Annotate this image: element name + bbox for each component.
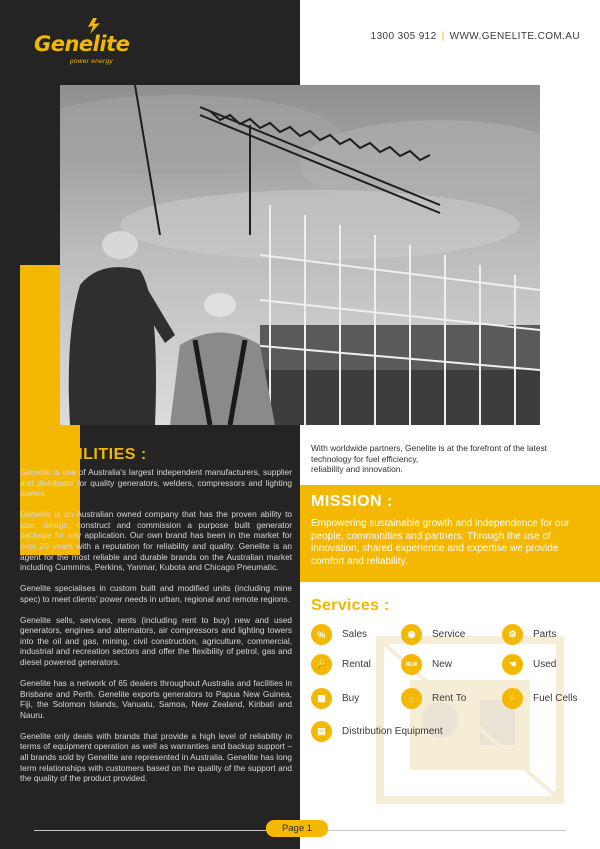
- parts-gear-icon: ⚙: [502, 624, 523, 645]
- capabilities-heading: CAPABILITIES :: [20, 446, 147, 463]
- service-new[interactable]: [401, 654, 452, 675]
- service-eye-icon: ◉: [401, 624, 422, 645]
- service-buy[interactable]: [311, 688, 359, 709]
- capabilities-paragraph: Genelite only deals with brands that provide a high level of reliability in terms of equipment operation as well as warranties and backup support – all brands sold by Genelite are represented in Australia. Genelite has long term relationships with customers based on the quality of the support and the quality of the product provided.: [20, 730, 292, 784]
- service-rental[interactable]: [311, 654, 371, 675]
- service-label: Parts: [533, 629, 557, 640]
- phone-number[interactable]: 1300 305 912: [370, 31, 437, 42]
- website-link[interactable]: WWW.GENELITE.COM.AU: [449, 31, 580, 42]
- service-label: Fuel Cells: [533, 693, 578, 704]
- page-number-badge: Page 1: [266, 820, 328, 837]
- service-rent-to[interactable]: [401, 688, 466, 709]
- service-label: Sales: [342, 629, 368, 640]
- service-parts[interactable]: [502, 624, 556, 645]
- capabilities-paragraph: Genelite is one of Australia's largest independent manufacturers, supplier and distributor for quality generators, welders, compressors and lighting towers.: [20, 467, 292, 499]
- new-badge-icon: NEW: [401, 654, 422, 675]
- header-separator: |: [441, 31, 445, 42]
- genelite-logo[interactable]: [32, 18, 150, 68]
- services-heading: Services :: [311, 597, 390, 614]
- service-distribution-equipment[interactable]: [311, 721, 443, 742]
- service-label: Rental: [342, 659, 371, 670]
- logo-tagline: power energy: [70, 58, 113, 65]
- fuel-cells-bolt-icon: ⚡: [502, 688, 523, 709]
- capabilities-paragraph: Genelite has a network of 65 dealers throughout Australia and facilities in Brisbane and Perth. Genelite exports generators to Papua New Guinea, Fiji, the Solomon Islands, Vanuatu, Samoa, New Zealand, Kiribati and Nauru.: [20, 678, 292, 720]
- partners-text: [311, 443, 587, 475]
- partners-line: reliability and innovation.: [311, 464, 403, 475]
- distribution-equipment-icon: ▤: [311, 721, 332, 742]
- buy-screen-icon: ▦: [311, 688, 332, 709]
- capabilities-paragraph: Genelite sells, services, rents (including rent to buy) new and used generators, engines and alternators, air compressors and lighting towers into the oil and gas, mining, civil construction, agriculture, commercial, industrial and recreation sectors and offer the flexibility of petrol, gas and diesel powered generators.: [20, 614, 292, 668]
- sales-percent-icon: %: [311, 624, 332, 645]
- logo-wordmark: Genelite: [34, 32, 130, 56]
- capabilities-paragraph: Genelite specialises in custom built and modified units (including mine spec) to meet clients' power needs in urban, regional and remote regions.: [20, 583, 292, 604]
- mission-box: [300, 485, 600, 582]
- service-label: Used: [533, 659, 557, 670]
- service-label: Buy: [342, 693, 360, 704]
- service-sales[interactable]: [311, 624, 367, 645]
- header-contact: [371, 31, 580, 42]
- mission-text: Empowering sustainable growth and independence for our people, communities and partners. Through the use of innovation, shared experience and expertise we provide comfort and reliability.: [311, 518, 570, 567]
- used-hand-icon: ☚: [502, 654, 523, 675]
- service-label: Distribution Equipment: [342, 726, 443, 737]
- rent-to-house-icon: ⌂: [401, 688, 422, 709]
- service-fuel-cells[interactable]: [502, 688, 577, 709]
- capabilities-paragraph: Genelite is an Australian owned company that has the proven ability to size, design, construct and commission a purpose built generator package for any application. Our own brand has been in the market for over 20 years with a reputation for reliability and quality. Genelite is an agent for the most reliable and durable brands on the Australian market including Cummins, Perkins, Yanmar, Kubota and Chicago Pneumatic.: [20, 509, 292, 573]
- service-label: New: [432, 659, 453, 670]
- service-label: Rent To: [432, 693, 467, 704]
- partners-line: With worldwide partners, Genelite is at the forefront of the latest: [311, 443, 548, 453]
- mission-heading: MISSION :: [311, 493, 393, 510]
- service-label: Service: [432, 629, 466, 640]
- service-service[interactable]: [401, 624, 465, 645]
- rental-key-icon: 🔑: [311, 654, 332, 675]
- capabilities-body: [20, 467, 292, 794]
- hero-construction-photo: [60, 85, 540, 425]
- service-used[interactable]: [502, 654, 556, 675]
- partners-line: technology for fuel efficiency,: [311, 453, 419, 464]
